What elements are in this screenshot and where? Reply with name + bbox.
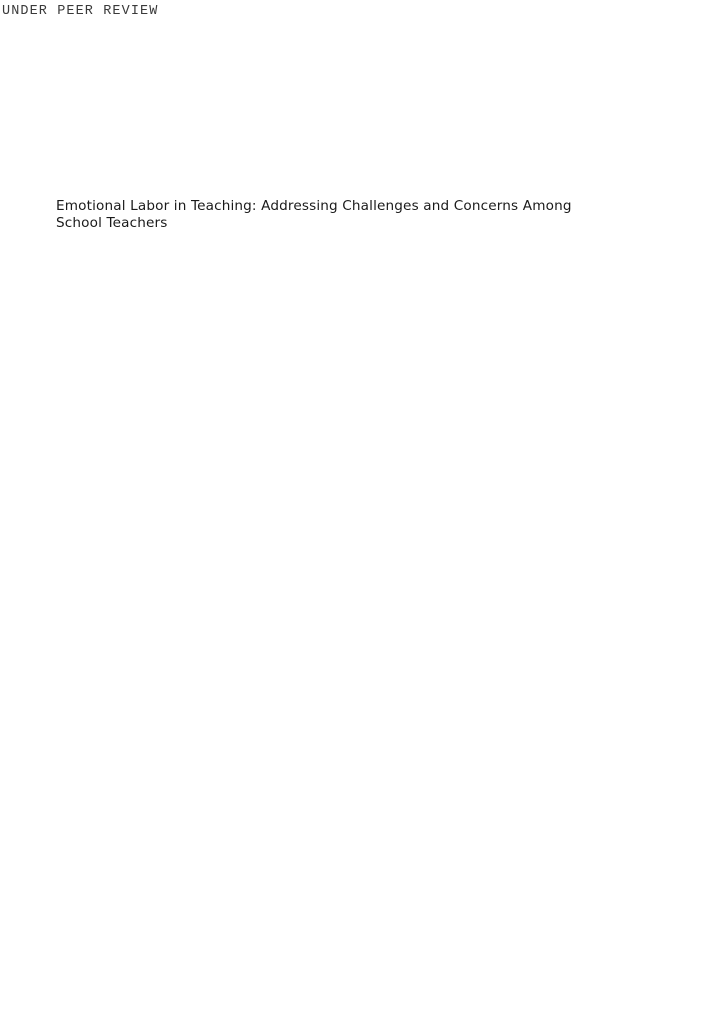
page-title: Emotional Labor in Teaching: Addressing Challenges and Concerns Among School Teachers — [56, 198, 572, 232]
peer-review-watermark: UNDER PEER REVIEW — [2, 4, 159, 19]
title-block — [56, 198, 601, 233]
